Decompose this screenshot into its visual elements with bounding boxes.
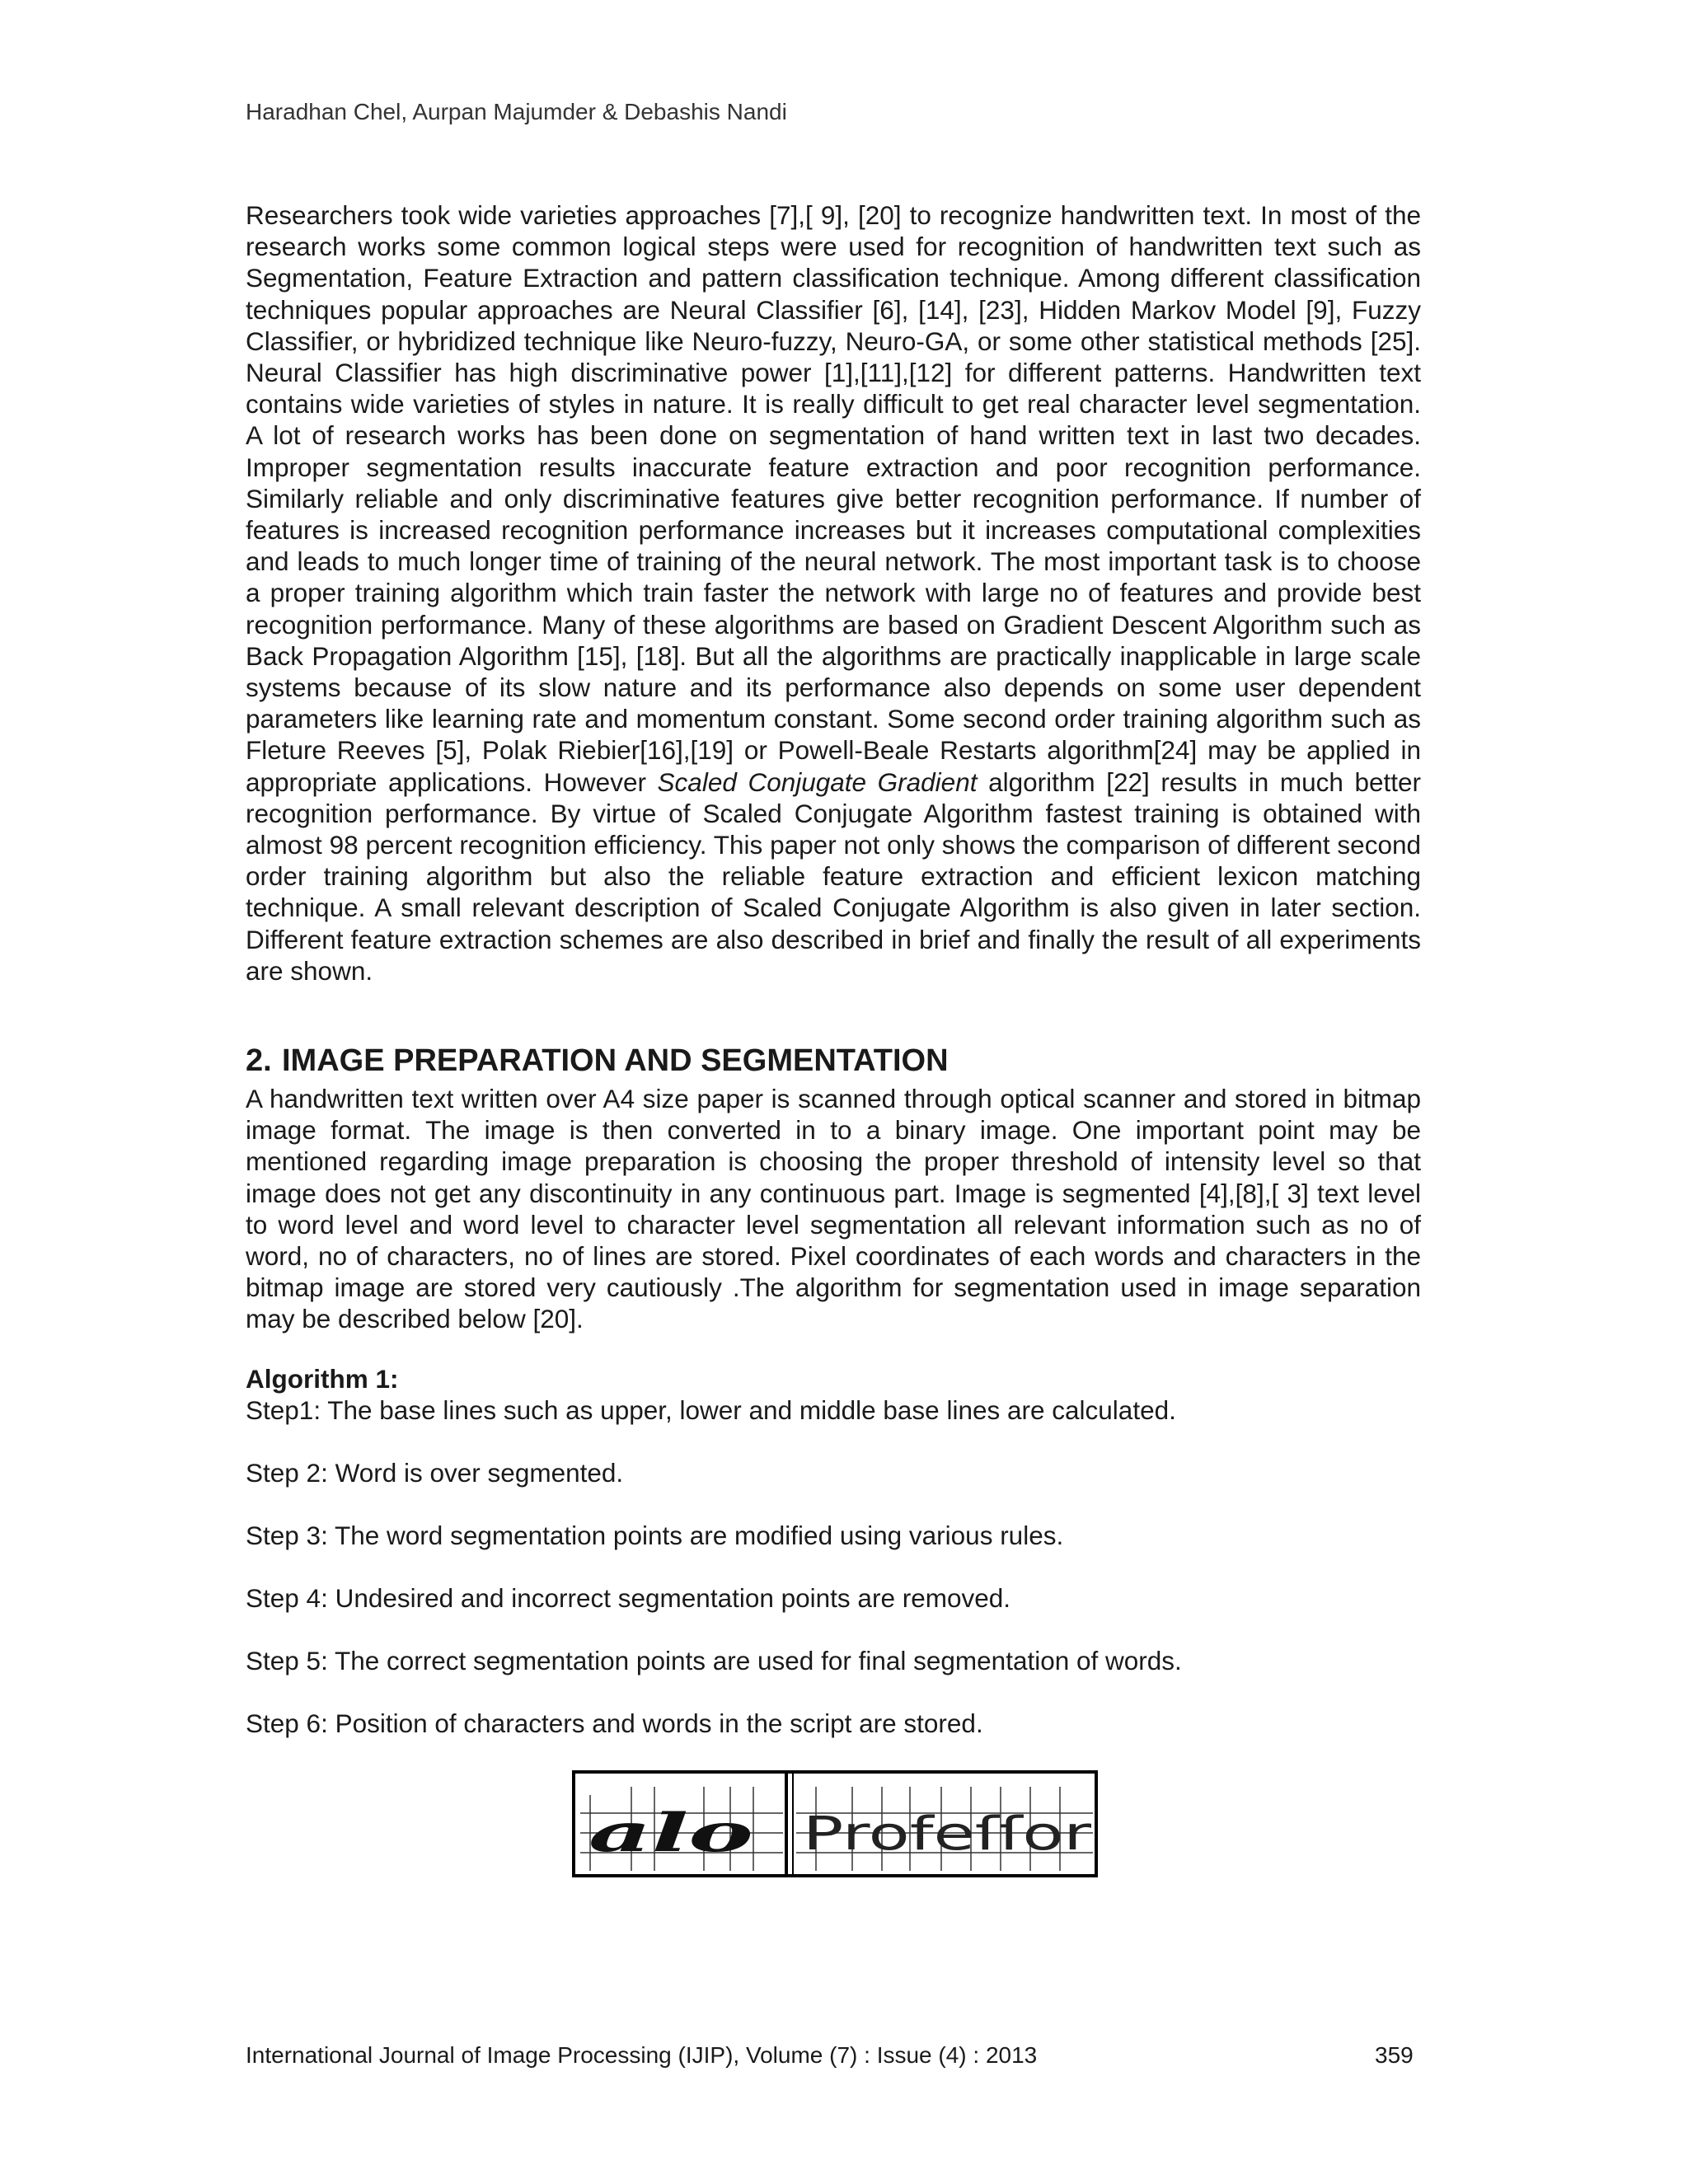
algorithm-step: Step 3: The word segmentation points are modified using various rules. (246, 1521, 1064, 1550)
algorithm-step: Step1: The base lines such as upper, lower and middle base lines are calculated. (246, 1395, 1176, 1425)
algorithm-step: Step 5: The correct segmentation points are used for final segmentation of words. (246, 1646, 1182, 1675)
section-heading (246, 1042, 949, 1080)
intro-paragraph (246, 199, 1421, 987)
figure-word-right: Profeſſor (803, 1807, 1093, 1861)
section-number: 2. (246, 1043, 272, 1078)
algorithm-title: Algorithm 1: (246, 1364, 399, 1394)
intro-text-part1: Researchers took wide varieties approaches [7],[ 9], [20] to recognize handwritten text. In most of the research works some common logical steps were used for recognition of handwritten text such as Segmentation, Feature Extraction and pattern classification technique. Among different classification techniques popular approaches are Neural Classifier [6], [14], [23], Hidden Markov Model [9], Fuzzy Classifier, or hybridized technique like Neuro-fuzzy, Neuro-GA, or some other statistical methods [25]. Neural Classifier has high discriminative power [1],[11],[12] for different patterns. Handwritten text contains wide varieties of styles in nature. It is really difficult to get real character level segmentation. A lot of research works has been done on segmentation of hand written text in last two decades. Improper segmentation results inaccurate feature extraction and poor recognition performance. Similarly reliable and only discriminative features give better recognition performance. If number of features is increased recognition performance increases but it increases computational complexities and leads to much longer time of training of the neural network. The most important task is to choose a proper training algorithm which train faster the network with large no of features and provide best recognition performance. Many of these algorithms are based on Gradient Descent Algorithm such as Back Propagation Algorithm [15], [18]. But all the algorithms are practically inapplicable in large scale systems because of its slow nature and its performance also depends on some user dependent parameters like learning rate and momentum constant. Some second order training algorithm such as Fleture Reeves [5], Polak Riebier[16],[19] or Powell-Beale Restarts algorithm[24] may be applied in appropriate applications. However (246, 200, 1421, 797)
running-header-authors: Haradhan Chel, Aurpan Majumder & Debashis Nandi (246, 99, 787, 124)
algorithm-step: Step 6: Position of characters and words in the script are stored. (246, 1708, 983, 1738)
algorithm-steps (246, 1394, 1182, 1770)
intro-text-part2: algorithm [22] results in much better recognition performance. By virtue of Scaled Conjugate Algorithm fastest training is obtained with almost 98 percent recognition efficiency. This paper not only shows the comparison of different second order training algorithm but also the reliable feature extraction and efficient lexicon matching technique. A small relevant description of Scaled Conjugate Algorithm is also given in later section. Different feature extraction schemes are also described in brief and finally the result of all experiments are shown. (246, 766, 1421, 986)
section-title: IMAGE PREPARATION AND SEGMENTATION (282, 1043, 949, 1078)
algorithm-step: Step 2: Word is over segmented. (246, 1458, 624, 1488)
segmented-handwriting-figure (572, 1770, 1098, 1877)
intro-italic-term: Scaled Conjugate Gradient (657, 766, 978, 797)
footer-page-number: 359 (1375, 2042, 1414, 2068)
algorithm-step: Step 4: Undesired and incorrect segmentation points are removed. (246, 1583, 1011, 1613)
segmentation-paragraph: A handwritten text written over A4 size paper is scanned through optical scanner and stored in bitmap image format. The image is then converted in to a binary image. One important point may be mentioned regarding image preparation is choosing the proper threshold of intensity level so that image does not get any discontinuity in any continuous part. Image is segmented [4],[8],[ 3] text level to word level and word level to character level segmentation all relevant information such as no of word, no of characters, no of lines are stored. Pixel coordinates of each words and characters in the bitmap image are stored very cautiously .The algorithm for segmentation used in image separation may be described below [20]. (246, 1084, 1421, 1334)
footer-journal: International Journal of Image Processing (IJIP), Volume (7) : Issue (4) : 2013 (246, 2042, 1038, 2068)
figure-word-left: alo (588, 1802, 753, 1864)
